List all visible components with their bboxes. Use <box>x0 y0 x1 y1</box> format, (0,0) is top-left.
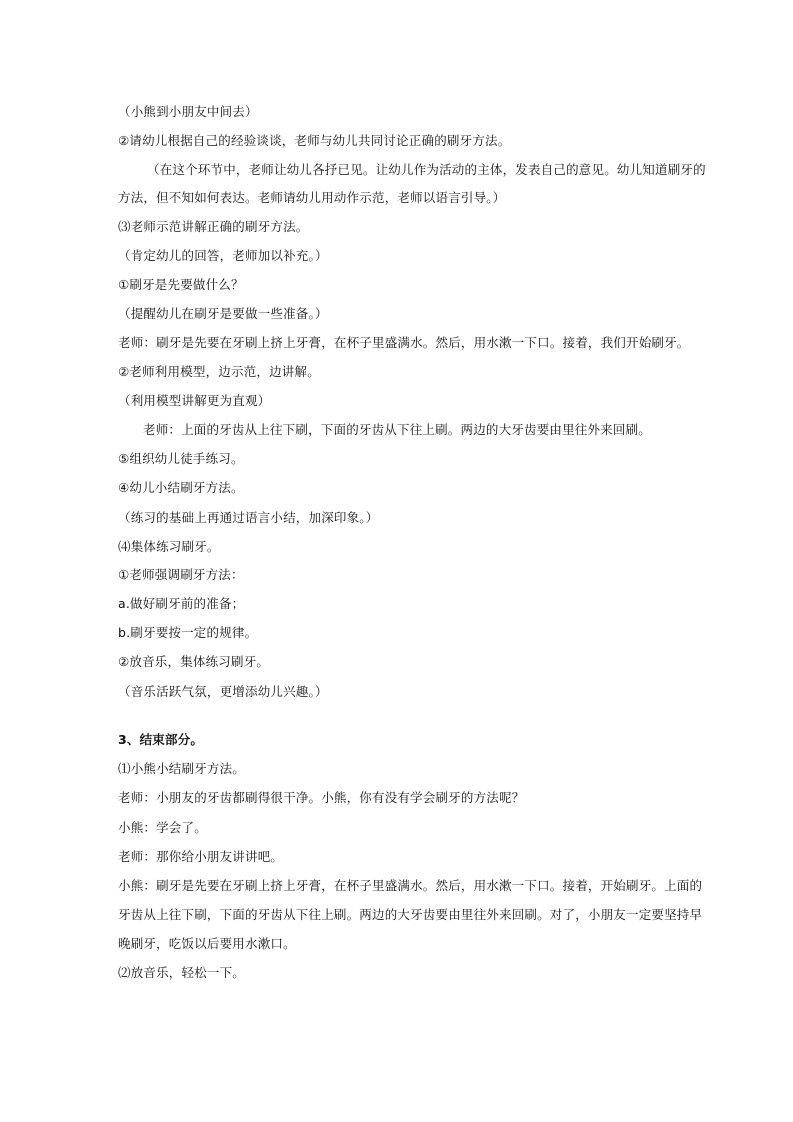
text-line: ②放音乐，集体练习刷牙。 <box>118 654 270 669</box>
text-line: ②请幼儿根据自己的经验谈谈，老师与幼儿共同讨论正确的刷牙方法。 <box>118 133 511 148</box>
text-line: （利用模型讲解更为直观） <box>118 393 271 408</box>
text-line: 晚刷牙，吃饭以后要用水漱口。 <box>118 936 296 951</box>
text-line: ⑴小熊小结刷牙方法。 <box>118 761 246 776</box>
text-line: ⑵放音乐，轻松一下。 <box>118 965 246 980</box>
text-line: a.做好刷牙前的准备； <box>118 596 245 611</box>
text-line: 牙齿从上往下刷，下面的牙齿从下往上刷。两边的大牙齿要由里往外来回刷。对了，小朋友一定要坚持早 <box>118 907 703 922</box>
text-line: （练习的基础上再通过语言小结，加深印象。） <box>118 510 379 525</box>
text-line: （音乐活跃气氛，更增添幼儿兴趣。） <box>118 684 328 699</box>
text-line: 老师：小朋友的牙齿都刷得很干净。小熊，你有没有学会刷牙的方法呢？ <box>118 790 525 805</box>
text-line: 老师：那你给小朋友讲讲吧。 <box>118 849 284 864</box>
text-line: （肯定幼儿的回答，老师加以补充。） <box>118 248 328 263</box>
text-line: ①老师强调刷牙方法： <box>118 567 244 582</box>
text-line: ④幼儿小结刷牙方法。 <box>118 480 244 495</box>
text-line: 老师：刷牙是先要在牙刷上挤上牙膏，在杯子里盛满水。然后，用水漱一下口。接着，我们开始刷牙。 <box>118 335 690 350</box>
text-line: b.刷牙要按一定的规律。 <box>118 625 258 640</box>
text-line: ⑷集体练习刷牙。 <box>118 539 220 554</box>
section-heading: 3、结束部分。 <box>118 732 204 747</box>
text-line: ⑤组织幼儿徒手练习。 <box>118 451 244 466</box>
text-line: ②老师利用模型，边示范，边讲解。 <box>118 364 320 379</box>
text-line: 小熊：学会了。 <box>118 820 207 835</box>
text-line: 小熊：刷牙是先要在牙刷上挤上牙膏，在杯子里盛满水。然后，用水漱一下口。接着，开始刷牙。上面的 <box>118 878 703 893</box>
text-line: 老师：上面的牙齿从上往下刷，下面的牙齿从下往上刷。两边的大牙齿要由里往外来回刷。 <box>143 422 652 437</box>
text-line: ①刷牙是先要做什么？ <box>118 277 244 292</box>
text-line: （提醒幼儿在刷牙是要做一些准备。） <box>118 306 328 321</box>
text-line: 方法，但不知如何表达。老师请幼儿用动作示范，老师以语言引导。） <box>118 190 506 205</box>
text-line: ⑶老师示范讲解正确的刷牙方法。 <box>118 219 309 234</box>
text-line: （在这个环节中，老师让幼儿各抒已见。让幼儿作为活动的主体，发表自己的意见。幼儿知道刷牙的 <box>147 162 706 177</box>
text-line: （小熊到小朋友中间去） <box>118 104 258 119</box>
